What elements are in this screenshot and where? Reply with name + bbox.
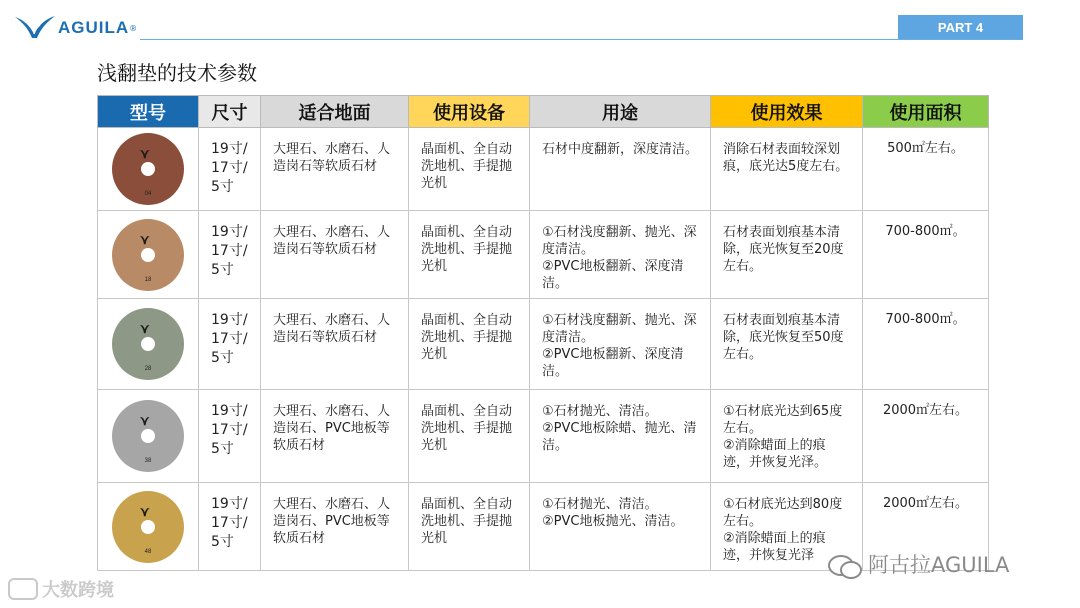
- size-line: 17寸/: [211, 515, 248, 531]
- effect-line: 消除石材表面较深划痕，底光达5度左右。: [723, 142, 849, 174]
- wechat-icon: [828, 553, 862, 575]
- spec-table: [97, 95, 989, 571]
- pad-grade-label: 18: [144, 276, 152, 283]
- pad-grade-label: 04: [144, 191, 152, 197]
- floor-cell: 大理石、水磨石、人造岗石等软质石材: [261, 299, 409, 390]
- model-cell: [98, 483, 199, 571]
- pad-center-hole: [141, 520, 155, 534]
- watermark-left-text: 大数跨境: [42, 580, 114, 601]
- pad-grade-label: 38: [144, 458, 152, 464]
- table-row: [98, 299, 989, 390]
- pad-center-hole: [141, 162, 155, 176]
- effect-cell: [711, 299, 863, 390]
- eagle-mark-icon: ⋎: [140, 231, 150, 247]
- watermark-left: [8, 576, 114, 602]
- polishing-pad-image: [112, 400, 184, 472]
- size-line: 5寸: [211, 179, 234, 195]
- effect-cell: [711, 128, 863, 211]
- area-cell: 700-800㎡。: [863, 211, 989, 299]
- brand-logo: [14, 14, 137, 42]
- header-rule: [140, 39, 1023, 40]
- watermark-right: [828, 549, 1009, 579]
- size-cell: [199, 211, 261, 299]
- brand-name: AGUILA: [58, 18, 130, 37]
- size-line: 17寸/: [211, 243, 248, 259]
- usage-line: ②PVC地板翻新、深度清洁。: [542, 259, 684, 291]
- table-header-row: [98, 96, 989, 128]
- polishing-pad-image: [112, 219, 184, 291]
- col-header-floor: 适合地面: [261, 96, 409, 128]
- effect-line: ①石材底光达到65度左右。: [723, 404, 843, 436]
- area-cell: 2000㎡左右。: [863, 390, 989, 483]
- floor-cell: 大理石、水磨石、人造岗石、PVC地板等软质石材: [261, 390, 409, 483]
- col-header-usage: 用途: [530, 96, 711, 128]
- equipment-cell: 晶面机、全自动洗地机、手提抛光机: [409, 128, 530, 211]
- area-cell: 700-800㎡。: [863, 299, 989, 390]
- model-cell: [98, 128, 199, 211]
- effect-cell: [711, 211, 863, 299]
- eagle-logo-icon: [14, 14, 56, 42]
- pad-grade-label: 28: [144, 366, 152, 372]
- floor-cell: 大理石、水磨石、人造岗石、PVC地板等软质石材: [261, 483, 409, 571]
- effect-line: 石材表面划痕基本清除，底光恢复至20度左右。: [723, 225, 844, 274]
- size-line: 5寸: [211, 262, 234, 278]
- usage-cell: [530, 390, 711, 483]
- watermark-right-text: 阿古拉AGUILA: [868, 553, 1010, 577]
- eagle-mark-icon: ⋎: [140, 321, 150, 336]
- usage-cell: [530, 299, 711, 390]
- model-cell: [98, 299, 199, 390]
- watermark-logo-icon: [8, 578, 38, 600]
- polishing-pad-image: [112, 133, 184, 205]
- size-line: 5寸: [211, 441, 234, 457]
- model-cell: [98, 211, 199, 299]
- effect-cell: [711, 390, 863, 483]
- polishing-pad-image: [112, 308, 184, 380]
- usage-line: ①石材抛光、清洁。: [542, 497, 658, 512]
- usage-line: ②PVC地板除蜡、抛光、清洁。: [542, 421, 697, 453]
- effect-line: ②消除蜡面上的痕迹，并恢复光泽: [723, 531, 826, 563]
- table-row: [98, 390, 989, 483]
- usage-line: ①石材浅度翻新、抛光、深度清洁。: [542, 313, 697, 345]
- col-header-size: 尺寸: [199, 96, 261, 128]
- size-cell: [199, 483, 261, 571]
- usage-line: 石材中度翻新，深度清洁。: [542, 142, 699, 157]
- table-row: [98, 128, 989, 211]
- usage-cell: [530, 128, 711, 211]
- equipment-cell: 晶面机、全自动洗地机、手提抛光机: [409, 211, 530, 299]
- size-line: 19寸/: [211, 312, 248, 328]
- col-header-area: 使用面积: [863, 96, 989, 128]
- size-line: 5寸: [211, 534, 234, 550]
- size-line: 17寸/: [211, 422, 248, 438]
- page-title: 浅翻垫的技术参数: [97, 61, 257, 85]
- area-cell: 2000㎡左右。: [863, 483, 989, 571]
- usage-line: ②PVC地板翻新、深度清洁。: [542, 347, 684, 379]
- area-cell: 500㎡左右。: [863, 128, 989, 211]
- col-header-effect: 使用效果: [711, 96, 863, 128]
- pad-grade-label: 48: [144, 548, 152, 555]
- col-header-model: 型号: [98, 96, 199, 128]
- usage-cell: [530, 211, 711, 299]
- pad-center-hole: [141, 337, 155, 351]
- eagle-mark-icon: ⋎: [140, 146, 150, 161]
- usage-line: ①石材抛光、清洁。: [542, 404, 658, 419]
- col-header-equipment: 使用设备: [409, 96, 530, 128]
- usage-line: ②PVC地板抛光、清洁。: [542, 514, 684, 529]
- equipment-cell: 晶面机、全自动洗地机、手提抛光机: [409, 483, 530, 571]
- size-line: 19寸/: [211, 224, 248, 240]
- size-cell: [199, 390, 261, 483]
- equipment-cell: 晶面机、全自动洗地机、手提抛光机: [409, 299, 530, 390]
- floor-cell: 大理石、水磨石、人造岗石等软质石材: [261, 128, 409, 211]
- size-line: 19寸/: [211, 141, 248, 157]
- eagle-mark-icon: ⋎: [140, 503, 150, 519]
- size-line: 17寸/: [211, 160, 248, 176]
- part-badge: PART 4: [898, 15, 1023, 39]
- pad-center-hole: [141, 248, 155, 262]
- floor-cell: 大理石、水磨石、人造岗石等软质石材: [261, 211, 409, 299]
- size-cell: [199, 128, 261, 211]
- model-cell: [98, 390, 199, 483]
- pad-center-hole: [141, 429, 155, 443]
- size-line: 17寸/: [211, 331, 248, 347]
- usage-cell: [530, 483, 711, 571]
- equipment-cell: 晶面机、全自动洗地机、手提抛光机: [409, 390, 530, 483]
- effect-line: 石材表面划痕基本清除，底光恢复至50度左右。: [723, 313, 844, 362]
- effect-line: ①石材底光达到80度左右。: [723, 497, 843, 529]
- brand-registered-mark: ®: [129, 23, 138, 33]
- effect-line: ②消除蜡面上的痕迹，并恢复光泽。: [723, 438, 828, 470]
- usage-line: ①石材浅度翻新、抛光、深度清洁。: [542, 225, 697, 257]
- size-cell: [199, 299, 261, 390]
- eagle-mark-icon: ⋎: [140, 413, 150, 428]
- polishing-pad-image: [112, 491, 184, 563]
- size-line: 19寸/: [211, 496, 248, 512]
- size-line: 5寸: [211, 350, 234, 366]
- table-row: [98, 211, 989, 299]
- size-line: 19寸/: [211, 403, 248, 419]
